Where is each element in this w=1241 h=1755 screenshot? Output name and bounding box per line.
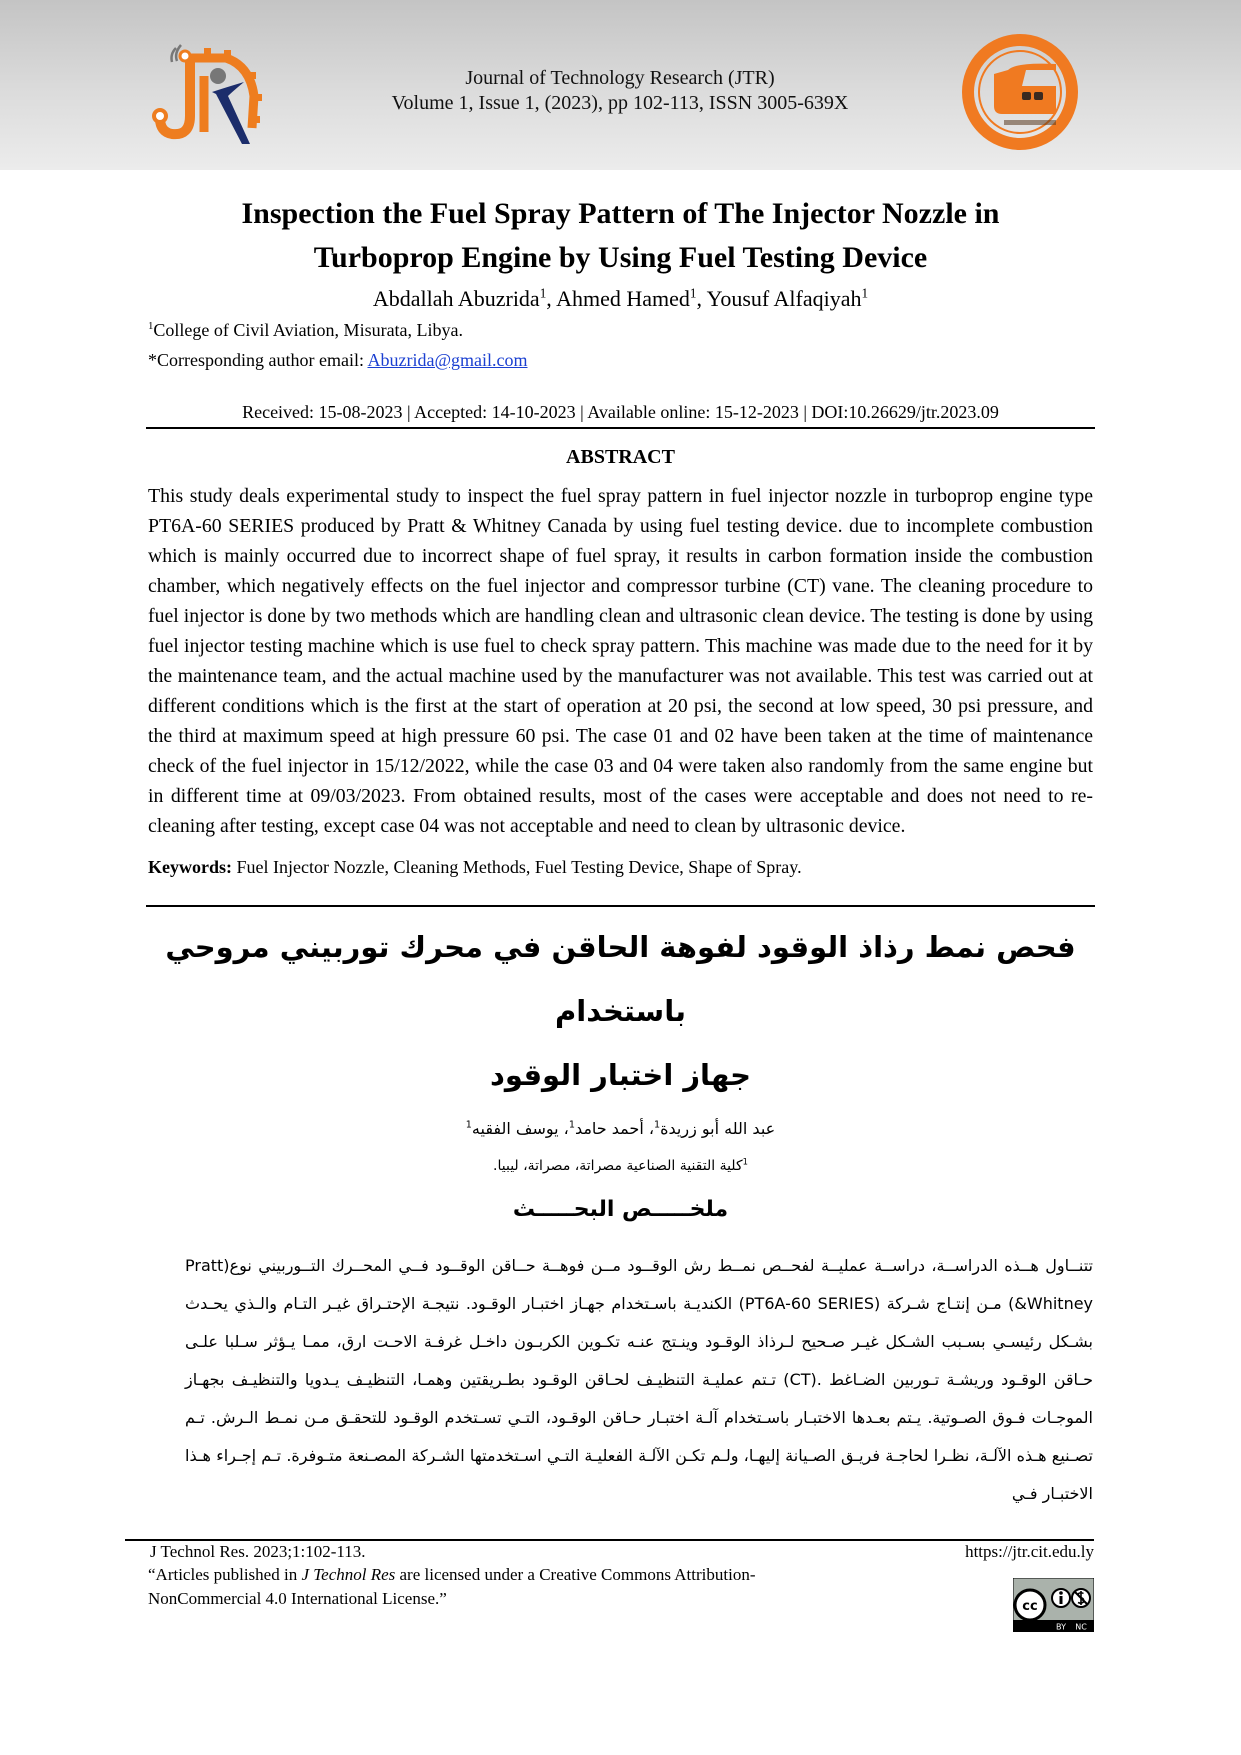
arabic-author-name: يوسف الفقيه xyxy=(471,1119,559,1138)
corresponding-label: *Corresponding author email: xyxy=(148,350,368,370)
title-line-2: Turboprop Engine by Using Fuel Testing Device xyxy=(313,241,928,274)
abstract-heading: ABSTRACT xyxy=(566,446,675,468)
arabic-author-affil-mark: 1 xyxy=(568,1119,575,1131)
issue-line: Volume 1, Issue 1, (2023), pp 102-113, ISSN 3005-639X xyxy=(391,92,849,114)
arabic-author-affil-mark: 1 xyxy=(654,1119,661,1131)
corresponding-email-link[interactable]: Abuzrida@gmail.com xyxy=(367,350,528,370)
keywords xyxy=(148,855,1093,879)
footer-url-link[interactable]: https://jtr.cit.edu.ly xyxy=(965,1542,1094,1561)
author-separator: , xyxy=(696,286,707,311)
abstract-body: This study deals experimental study to inspect the fuel spray pattern in fuel injector nozzle in turboprop engine type PT6A-60 SERIES produced by Pratt & Whitney Canada by using fuel testing device. due to incomplete combustion which is mainly occurred due to incorrect shape of fuel spray, it results in carbon formation inside the combustion chamber, which negatively effects on the fuel injector and compressor turbine (CT) vane. The cleaning procedure to fuel injector is done by two methods which are handling clean and ultrasonic clean device. The testing is done by using fuel injector testing machine which is use fuel to check spray pattern. This machine was made due to the need for it by the maintenance team, and the actual machine used by the manufacturer was not available. This test was carried out at different conditions which is the first at the start of operation at 20 psi, the second at low speed, 30 psi pressure, and the third at maximum speed at high pressure 60 psi. The case 01 and 02 have been taken at the time of maintenance check of the fuel injector in 15/12/2022, while the case 03 and 04 were taken also randomly from the same engine but in different time at 09/03/2023. From obtained results, most of the cases were acceptable and does not need to re-cleaning after testing, except case 04 was not acceptable and need to clean by ultrasonic device. xyxy=(148,485,1093,837)
affiliation-mark: 1 xyxy=(148,320,154,332)
cc-by-nc-badge-icon[interactable] xyxy=(1013,1578,1094,1632)
author-name: Ahmed Hamed xyxy=(556,286,690,311)
license-journal-name: J Technol Res xyxy=(301,1565,396,1584)
author-affil-mark: 1 xyxy=(689,285,697,301)
license-rest: are licensed under a Creative Commons Attribution-NonCommercial 4.0 International License.” xyxy=(148,1565,756,1608)
arabic-title-line-1: فحص نمط رذاذ الوقود لفوهة الحاقن في محرك توربيني مروحي باستخدام xyxy=(165,930,1076,1028)
affiliation-text: College of Civil Aviation, Misurata, Libya. xyxy=(153,320,464,340)
arabic-author-separator: ، xyxy=(558,1119,569,1138)
arabic-affiliation-mark: 1 xyxy=(742,1156,748,1167)
arabic-affiliation xyxy=(148,1155,1093,1177)
paper-title xyxy=(100,192,1141,280)
cc-text: cc xyxy=(1022,1599,1038,1614)
arabic-title-line-2: جهاز اختبار الوقود xyxy=(490,1058,751,1092)
keywords-label: Keywords: xyxy=(148,857,232,877)
author-affil-mark: 1 xyxy=(861,285,869,301)
author-name: Yousuf Alfaqiyah xyxy=(706,286,862,311)
arabic-abstract-heading: ملخـــــص البحـــــث xyxy=(512,1197,729,1222)
footer-citation: J Technol Res. 2023;1:102-113. xyxy=(150,1542,366,1561)
journal-info xyxy=(300,66,940,116)
article-body xyxy=(0,170,1241,1513)
author-list xyxy=(148,286,1093,312)
arabic-abstract-body: تتنــاول هــذه الدراســة، دراســة عمليــة لفحــص نمــط رش الوقــود مــن فوهــة حــاقن الوقــود فــي المحــرك التــوربيني نوع(Pratt &Whitney) مـن إنتـاج شـركة (PT6A-60 SERIES) الكنديـة باسـتخدام جهـاز اختبـار الوقـود. نتيجـة الإحتـراق غيـر التـام والـذي يحـدث بشـكل رئيسـي بسـبب الشـكل غيـر صـحيح لـرذاذ الوقـود وينـتج عنـه تكـوين الكربـون داخـل غرفـة الاحـت ارق، ممـا يـؤثر سـلبا علـى حـاقن الوقـود وريشـة تـوربين الضـاغط .(CT) تـتم عمليـة التنظيـف لحـاقن الوقـود بطـريقتين وهمـا، التنظيـف يـدويا والتنظيـف بجهـاز الموجـات فـوق الصـوتية. يـتم بعـدها الاختبـار باسـتخدام آلـة اختبـار حـاقن الوقـود، التـي تسـتخدم الوقـود للتحقـق مـن نمـط الـرش. تـم تصـنيع هـذه الآلـة، نظـرا لحاجـة فريـق الصـيانة إليهـا، ولـم تكـن الآلـة الفعليـة التـي اسـتخدمتها الشـركة المصـنعة متـوفرة. تـم إجـراء هـذا الاختبـار فـي xyxy=(185,1256,1094,1503)
footer-bottom-row xyxy=(125,1562,1094,1632)
arabic-author-list xyxy=(148,1117,1093,1141)
arabic-author-separator: ، xyxy=(643,1119,655,1138)
license-open: “Articles published in xyxy=(148,1565,302,1584)
publication-dates: Received: 15-08-2023 | Accepted: 14-10-2023 | Available online: 15-12-2023 | DOI:10.26629/jtr.2023.09 xyxy=(242,402,999,422)
affiliation xyxy=(148,318,1093,342)
arabic-author-name: أحمد حامد xyxy=(574,1119,644,1138)
arabic-author-name: عبد الله أبو زريدة xyxy=(660,1119,776,1138)
nc-label: NC xyxy=(1075,1622,1087,1632)
author-separator: , xyxy=(546,286,557,311)
keywords-text: Fuel Injector Nozzle, Cleaning Methods, Fuel Testing Device, Shape of Spray. xyxy=(232,857,802,877)
jtr-logo-icon xyxy=(146,36,274,148)
footer-top-row xyxy=(125,1541,1094,1562)
journal-name: Journal of Technology Research (JTR) xyxy=(465,67,775,89)
arabic-author-affil-mark: 1 xyxy=(465,1119,472,1131)
title-line-1: Inspection the Fuel Spray Pattern of The Injector Nozzle in xyxy=(241,197,1000,230)
arabic-title xyxy=(148,915,1093,1107)
divider xyxy=(146,905,1095,907)
corresponding-author xyxy=(148,348,1093,372)
author-name: Abdallah Abuzrida xyxy=(372,286,540,311)
license-statement xyxy=(148,1563,828,1611)
by-label: BY xyxy=(1056,1622,1066,1632)
college-logo-icon xyxy=(956,34,1084,150)
author-affil-mark: 1 xyxy=(539,285,547,301)
page-footer xyxy=(0,1539,1241,1662)
divider xyxy=(146,427,1095,429)
journal-header xyxy=(0,0,1241,170)
arabic-affiliation-text: كلية التقنية الصناعية مصراتة، مصراتة، ليبيا. xyxy=(493,1158,743,1174)
